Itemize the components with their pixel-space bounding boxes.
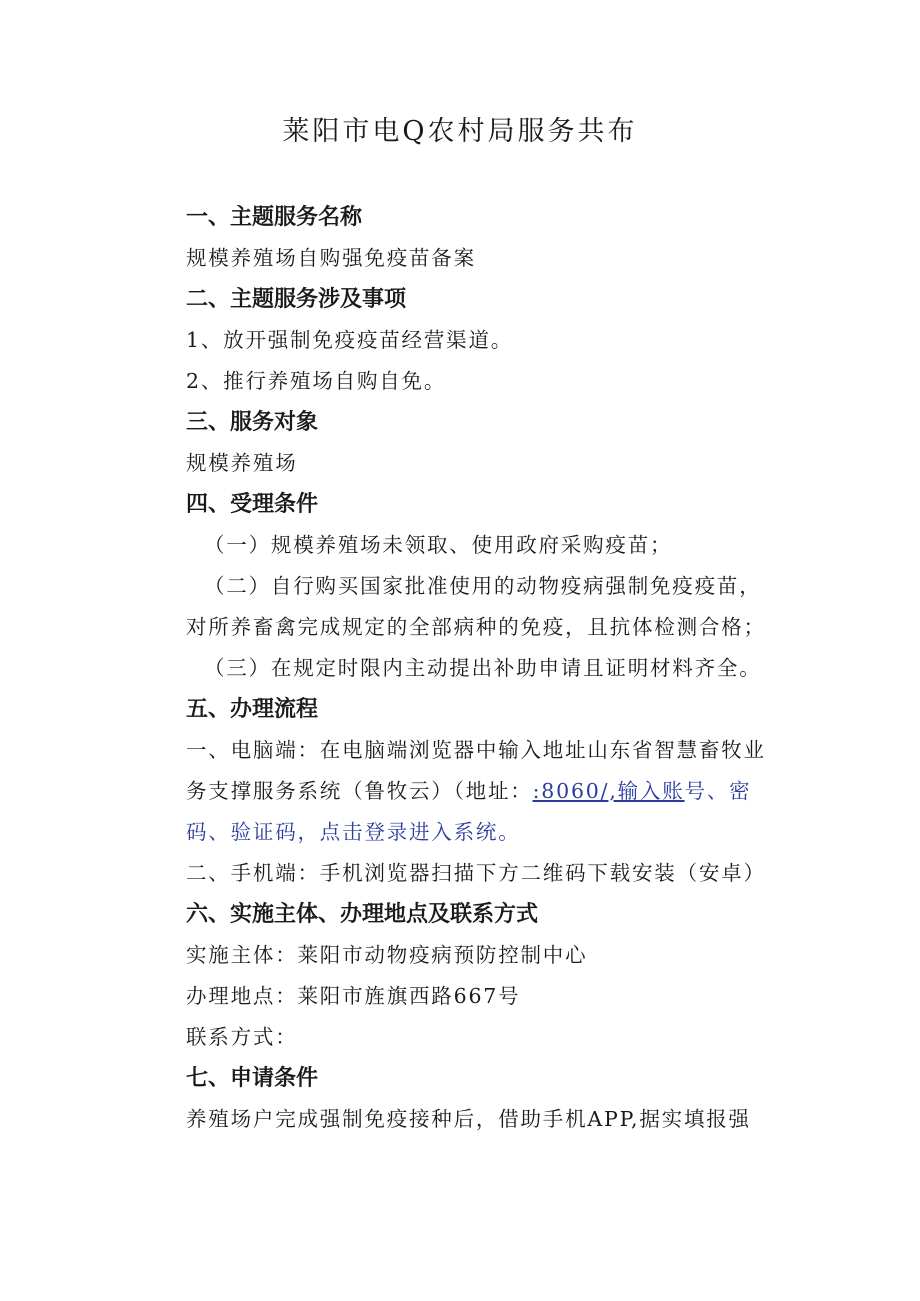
paragraph-line: 1、放开强制免疫疫苗经营渠道。 (186, 328, 514, 352)
address-label: 务支撑服务系统（鲁牧云）（地址： (186, 779, 533, 803)
section-heading: 二、主题服务涉及事项 (186, 287, 407, 312)
section-heading: 四、受理条件 (186, 492, 319, 517)
paragraph-line: 实施主体：莱阳市动物疫病预防控制中心 (186, 943, 588, 967)
paragraph-line: （二）自行购买国家批准使用的动物疫病强制免疫疫苗， (204, 574, 762, 598)
paragraph-line: 对所养畜禽完成规定的全部病种的免疫，且抗体检测合格； (186, 615, 766, 639)
paragraph-line: 规模养殖场 (186, 451, 298, 475)
document-body (186, 197, 826, 1140)
paragraph-line: 规模养殖场自购强免疫苗备案 (186, 246, 476, 270)
section-heading: 三、服务对象 (186, 410, 319, 435)
paragraph-line: 办理地点：莱阳市旌旗西路667号 (186, 984, 521, 1008)
address-link[interactable]: :8060/,输入账 (532, 779, 685, 803)
paragraph-line: （三）在规定时限内主动提出补助申请且证明材料齐全。 (204, 656, 762, 680)
address-text-continued: 号、密 (684, 779, 752, 803)
paragraph-line: 二、手机端：手机浏览器扫描下方二维码下载安装（安卓） (186, 861, 766, 885)
section-heading: 七、申请条件 (186, 1066, 319, 1091)
paragraph-line: 一、电脑端：在电脑端浏览器中输入地址山东省智慧畜牧业 (186, 738, 766, 762)
paragraph-line: 码、验证码，点击登录进入系统。 (186, 820, 521, 844)
document-title: 莱阳市电Q农村局服务共布 (282, 116, 638, 147)
paragraph-line: 养殖场户完成强制免疫接种后，借助手机APP,据实填报强 (186, 1107, 751, 1131)
paragraph-line: （一）规模养殖场未领取、使用政府采购疫苗； (204, 533, 673, 557)
paragraph-line: 联系方式： (186, 1025, 298, 1049)
paragraph-line (186, 771, 826, 812)
section-heading: 五、办理流程 (186, 697, 319, 722)
section-heading: 一、主题服务名称 (186, 205, 363, 230)
paragraph-line: 2、推行养殖场自购自免。 (186, 369, 447, 393)
section-heading: 六、实施主体、办理地点及联系方式 (186, 902, 539, 927)
